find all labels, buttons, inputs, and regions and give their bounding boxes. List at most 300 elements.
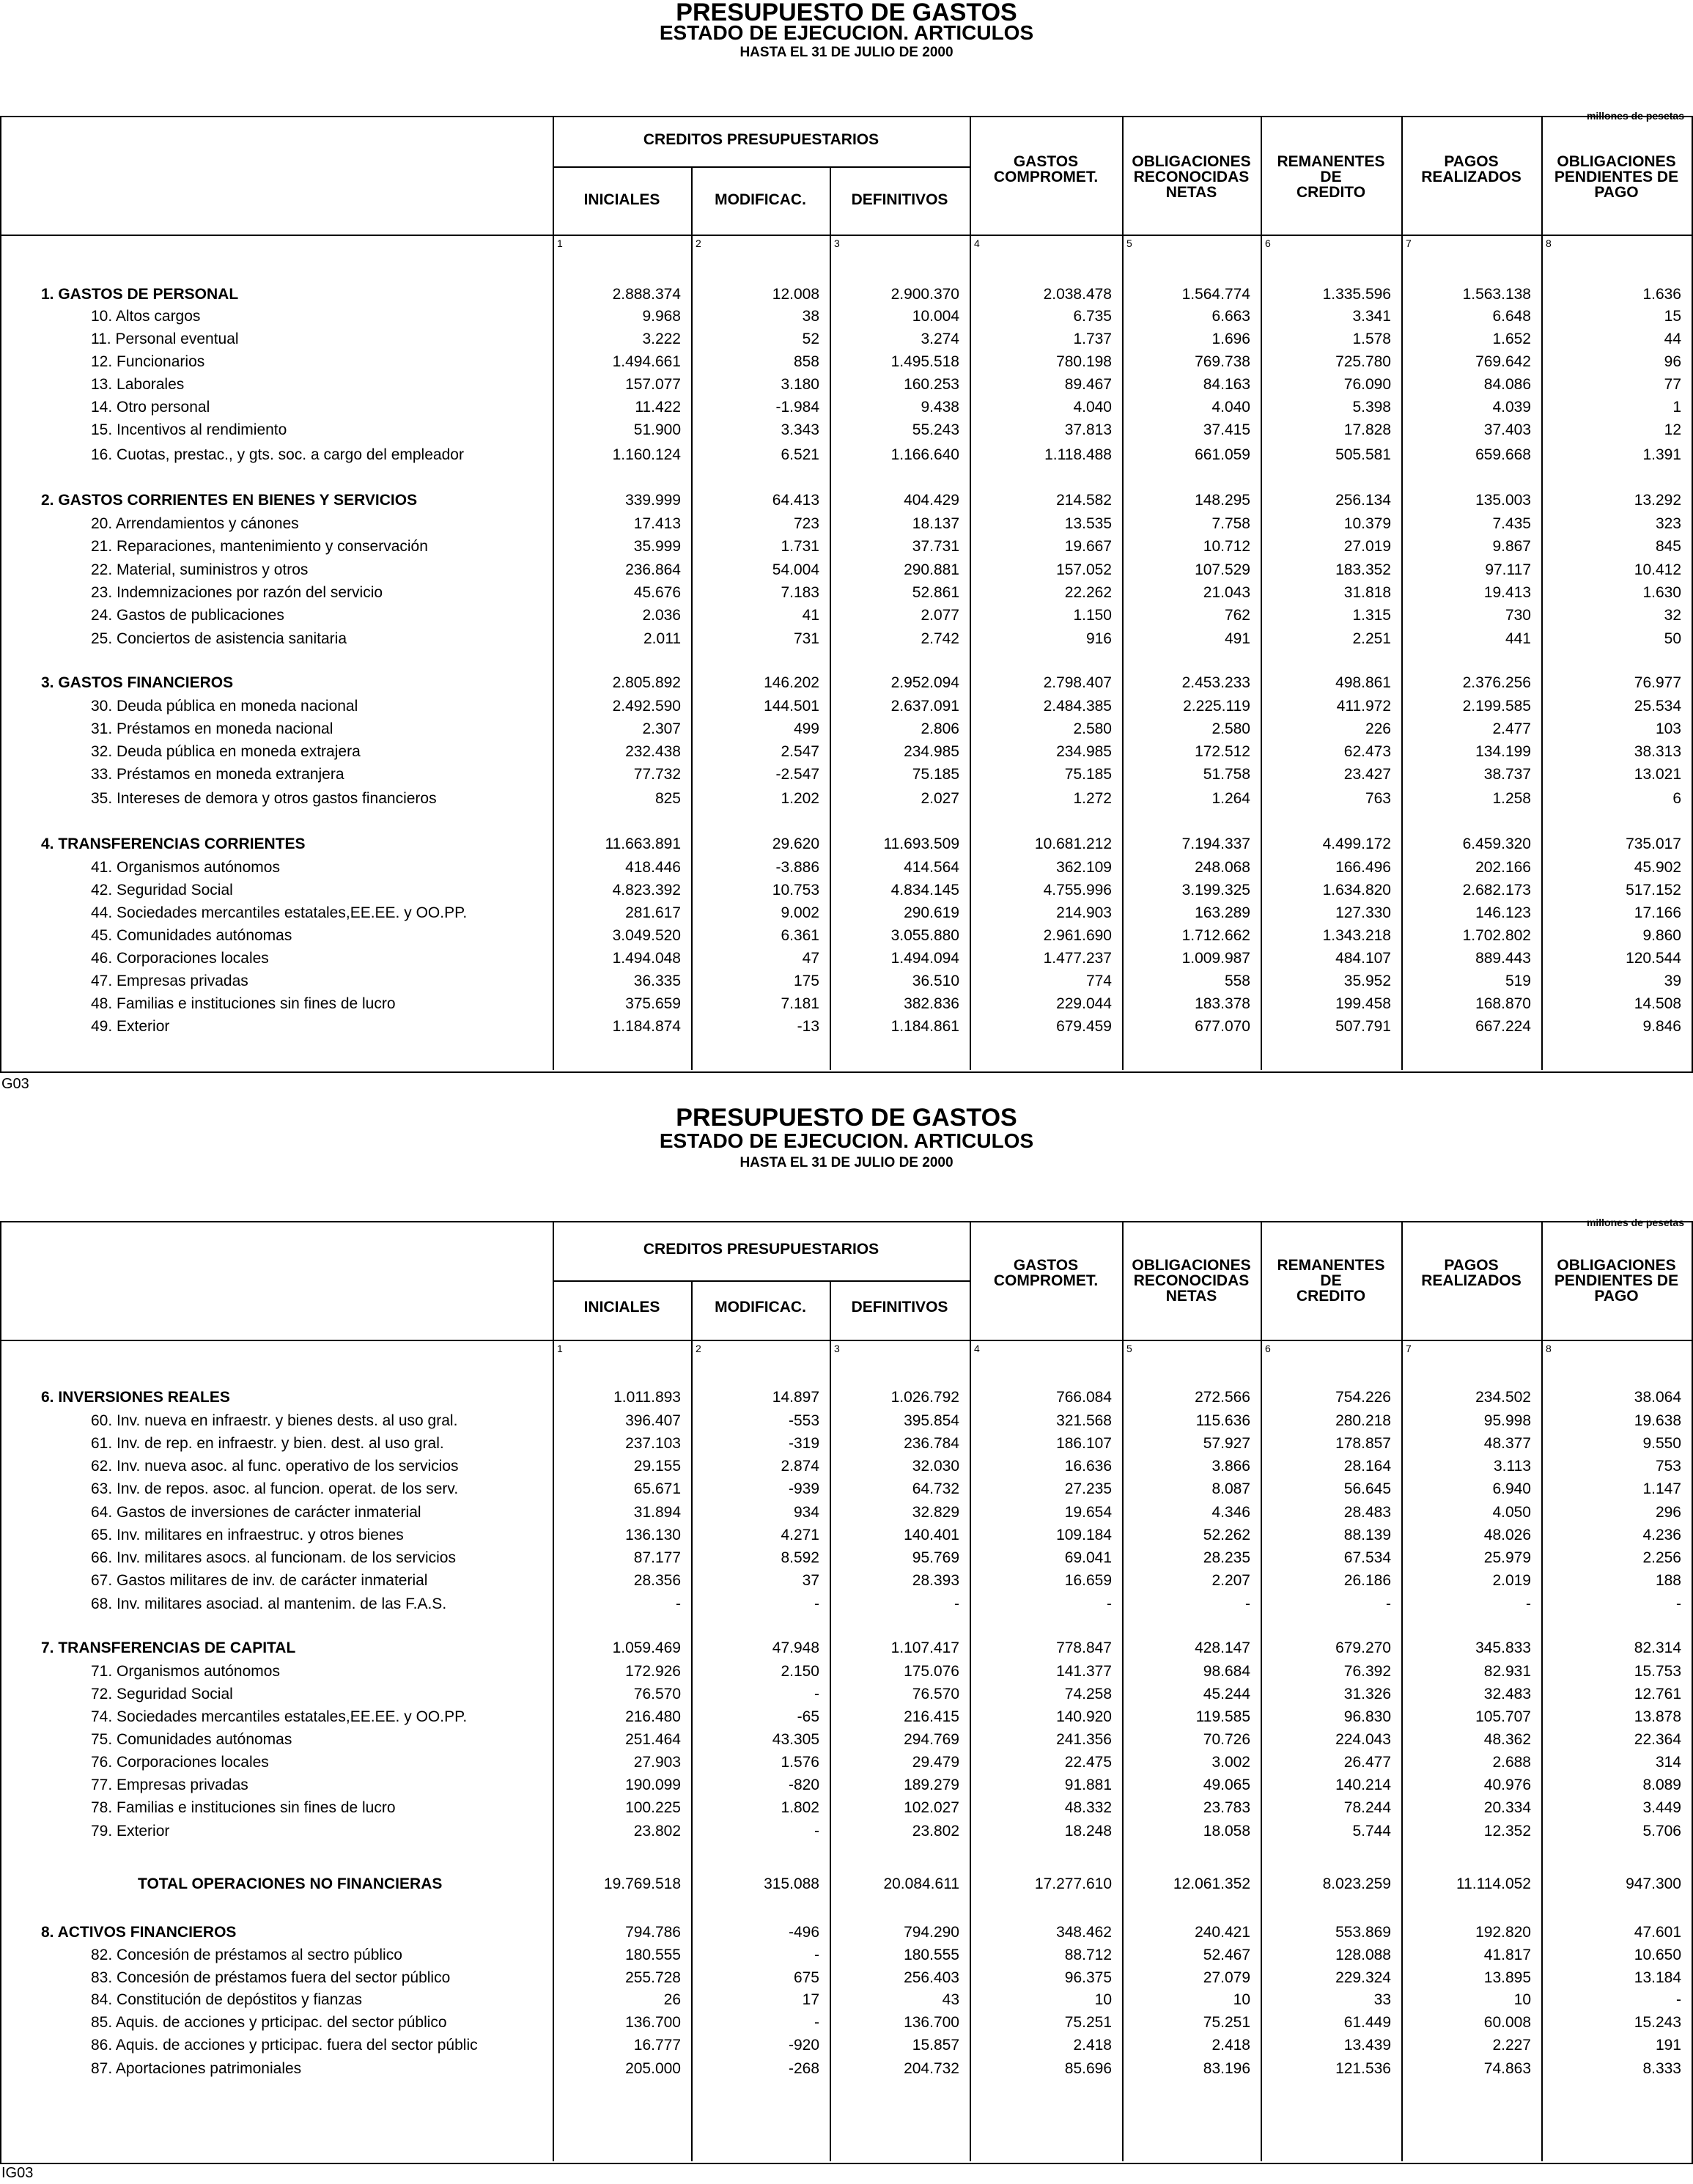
cell-value: 13.878 xyxy=(1634,1708,1681,1725)
table-row xyxy=(0,764,1693,786)
row-label: 23. Indemnizaciones por razón del servicio xyxy=(91,584,383,601)
table-row xyxy=(0,536,1693,558)
table-row xyxy=(0,1661,1693,1683)
row-label: 61. Inv. de rep. en infraestr. y bien. dest. al uso gral. xyxy=(91,1435,444,1452)
cell-value: 677.070 xyxy=(1195,1018,1250,1035)
cell-value: 16.636 xyxy=(1064,1458,1112,1475)
cell-value: 96.375 xyxy=(1064,1969,1112,1986)
cell-value: 414.564 xyxy=(904,859,959,876)
cell-value: 1.107.417 xyxy=(890,1639,959,1656)
cell-value: 61.449 xyxy=(1343,2014,1391,2031)
cell-value: 1.315 xyxy=(1352,607,1391,624)
cell-value: 146.202 xyxy=(764,674,819,691)
page-code: IG03 xyxy=(1,2165,34,2181)
column-header-definitivos: DEFINITIVOS xyxy=(851,1299,948,1316)
cell-value: 69.041 xyxy=(1064,1549,1112,1566)
cell-value: 119.585 xyxy=(1195,1708,1250,1725)
cell-value: 15.857 xyxy=(912,2037,959,2054)
cell-value: 214.903 xyxy=(1056,904,1112,921)
cell-value: -2.547 xyxy=(775,766,819,783)
cell-value: 82.931 xyxy=(1483,1663,1531,1680)
row-label: 87. Aportaciones patrimoniales xyxy=(91,2060,302,2077)
cell-value: 36.335 xyxy=(633,973,681,989)
cell-value: 10.753 xyxy=(772,882,819,899)
cell-value: 1.652 xyxy=(1492,331,1531,347)
cell-value: 272.566 xyxy=(1195,1389,1250,1406)
column-header-pagos-realizados: PAGOS REALIZADOS xyxy=(1421,153,1522,185)
cell-value: 4.823.392 xyxy=(612,882,681,899)
cell-value: 934 xyxy=(793,1504,819,1521)
table-row xyxy=(0,948,1693,970)
cell-value: 51.758 xyxy=(1203,766,1250,783)
cell-value: 17.413 xyxy=(633,515,681,532)
cell-value: 2.900.370 xyxy=(890,286,959,303)
cell-value: 45.244 xyxy=(1203,1686,1250,1702)
cell-value: 947.300 xyxy=(1626,1875,1681,1892)
cell-value: 21.043 xyxy=(1203,584,1250,601)
cell-value: 175 xyxy=(793,973,819,989)
cell-value: 725.780 xyxy=(1335,353,1391,370)
cell-value: -496 xyxy=(788,1924,819,1941)
cell-value: 100.225 xyxy=(625,1799,681,1816)
row-label: 8. ACTIVOS FINANCIEROS xyxy=(41,1924,237,1941)
cell-value: 10 xyxy=(1233,1991,1250,2008)
cell-value: - xyxy=(814,1686,819,1702)
cell-value: 5.706 xyxy=(1642,1823,1681,1840)
group-header-rule xyxy=(553,166,970,168)
cell-value: 256.403 xyxy=(904,1969,959,1986)
table-row xyxy=(0,1797,1693,1819)
cell-value: 166.496 xyxy=(1335,859,1391,876)
cell-value: 4.040 xyxy=(1211,399,1250,416)
cell-value: 23.802 xyxy=(633,1823,681,1840)
cell-value: 25.979 xyxy=(1483,1549,1531,1566)
table-row xyxy=(0,1637,1693,1659)
column-number: 4 xyxy=(974,1343,980,1354)
cell-value: 37.731 xyxy=(912,538,959,555)
table-row xyxy=(0,696,1693,717)
table-row xyxy=(0,1593,1693,1615)
table-row xyxy=(0,718,1693,740)
table-row xyxy=(0,1502,1693,1524)
cell-value: 45.676 xyxy=(633,584,681,601)
column-number: 1 xyxy=(557,237,563,249)
cell-value: 780.198 xyxy=(1056,353,1112,370)
cell-value: 1.702.802 xyxy=(1462,927,1531,944)
header-creditos-presupuestarios: CREDITOS PRESUPUESTARIOS xyxy=(643,1241,879,1258)
cell-value: - xyxy=(814,1823,819,1840)
cell-value: 3.055.880 xyxy=(890,927,959,944)
cell-value: 4.834.145 xyxy=(890,882,959,899)
page-subtitle: ESTADO DE EJECUCION. ARTICULOS xyxy=(659,21,1034,44)
cell-value: 3.113 xyxy=(1494,1458,1531,1475)
cell-value: 172.926 xyxy=(625,1663,681,1680)
row-label: 16. Cuotas, prestac., y gts. soc. a cargo del empleador xyxy=(91,446,464,463)
units-label: millones de pesetas xyxy=(1586,110,1684,122)
cell-value: 128.088 xyxy=(1335,1947,1391,1963)
cell-value: 735.017 xyxy=(1626,835,1681,852)
cell-value: 83.196 xyxy=(1203,2060,1250,2077)
cell-value: 6.361 xyxy=(781,927,819,944)
table-row xyxy=(0,1820,1693,1842)
row-label: 65. Inv. militares en infraestruc. y otros bienes xyxy=(91,1527,404,1543)
cell-value: 141.377 xyxy=(1056,1663,1112,1680)
cell-value: 3.199.325 xyxy=(1181,882,1250,899)
cell-value: 723 xyxy=(793,515,819,532)
table-row xyxy=(0,582,1693,604)
cell-value: 396.407 xyxy=(625,1412,681,1429)
cell-value: 2.453.233 xyxy=(1181,674,1250,691)
cell-value: 13.439 xyxy=(1343,2037,1391,2054)
cell-value: 1.272 xyxy=(1073,790,1112,807)
column-header-obligaciones-pendientes: OBLIGACIONES PENDIENTES DE PAGO xyxy=(1554,1257,1679,1305)
cell-value: 29.620 xyxy=(772,835,819,852)
row-label: 79. Exterior xyxy=(91,1823,170,1840)
cell-value: 25.534 xyxy=(1634,698,1681,715)
cell-value: 1.118.488 xyxy=(1044,446,1112,463)
cell-value: - xyxy=(676,1595,681,1612)
cell-value: 62.473 xyxy=(1343,743,1391,760)
cell-value: 84.163 xyxy=(1203,376,1250,393)
cell-value: 10.379 xyxy=(1343,515,1391,532)
cell-value: 1.712.662 xyxy=(1181,927,1250,944)
cell-value: 517.152 xyxy=(1626,882,1681,899)
cell-value: -939 xyxy=(788,1480,819,1497)
cell-value: 39 xyxy=(1664,973,1681,989)
cell-value: 76.090 xyxy=(1343,376,1391,393)
cell-value: 157.077 xyxy=(625,376,681,393)
table-row xyxy=(0,1706,1693,1728)
cell-value: 9.867 xyxy=(1492,538,1531,555)
cell-value: 75.251 xyxy=(1064,2014,1112,2031)
cell-value: 362.109 xyxy=(1056,859,1112,876)
cell-value: 192.820 xyxy=(1475,1924,1531,1941)
cell-value: 2.207 xyxy=(1211,1572,1250,1589)
column-header-remanentes-credito: REMANENTES DE CREDITO xyxy=(1277,1257,1385,1305)
cell-value: - xyxy=(1676,1595,1681,1612)
cell-value: 17.166 xyxy=(1634,904,1681,921)
cell-value: 731 xyxy=(793,630,819,647)
cell-value: 8.089 xyxy=(1642,1777,1681,1793)
table-row xyxy=(0,605,1693,627)
cell-value: 2.418 xyxy=(1211,2037,1250,2054)
cell-value: 38.313 xyxy=(1634,743,1681,760)
cell-value: 1.258 xyxy=(1492,790,1531,807)
cell-value: 345.833 xyxy=(1475,1639,1531,1656)
cell-value: 2.682.173 xyxy=(1462,882,1531,899)
cell-value: 12.352 xyxy=(1483,1823,1531,1840)
cell-value: 1.011.893 xyxy=(613,1389,681,1406)
cell-value: 190.099 xyxy=(625,1777,681,1793)
cell-value: 77 xyxy=(1664,376,1681,393)
row-label: 30. Deuda pública en moneda nacional xyxy=(91,698,358,715)
cell-value: 375.659 xyxy=(625,995,681,1012)
page-title: PRESUPUESTO DE GASTOS xyxy=(676,1104,1017,1132)
row-label: 84. Constitución de depóstitos y fianzas xyxy=(91,1991,363,2008)
cell-value: 10.650 xyxy=(1634,1947,1681,1963)
row-label: 75. Comunidades autónomas xyxy=(91,1731,292,1748)
cell-value: 43 xyxy=(942,1991,959,2008)
cell-value: 382.836 xyxy=(904,995,959,1012)
cell-value: 16.777 xyxy=(633,2037,681,2054)
cell-value: 519 xyxy=(1505,973,1531,989)
cell-value: 8.087 xyxy=(1211,1480,1250,1497)
cell-value: 48.377 xyxy=(1483,1435,1531,1452)
cell-value: 2.888.374 xyxy=(612,286,681,303)
cell-value: 404.429 xyxy=(904,492,959,509)
table-row xyxy=(0,857,1693,879)
table-row xyxy=(0,374,1693,396)
cell-value: 916 xyxy=(1085,630,1112,647)
cell-value: 41.817 xyxy=(1483,1947,1531,1963)
cell-value: 11.693.509 xyxy=(883,835,959,852)
cell-value: 3.341 xyxy=(1352,308,1391,325)
cell-value: 41 xyxy=(802,607,819,624)
cell-value: -820 xyxy=(788,1777,819,1793)
cell-value: 1.026.792 xyxy=(890,1389,959,1406)
cell-value: -319 xyxy=(788,1435,819,1452)
cell-value: 52.262 xyxy=(1203,1527,1250,1543)
cell-value: 499 xyxy=(793,720,819,737)
cell-value: 2.874 xyxy=(781,1458,819,1475)
cell-value: 3.274 xyxy=(921,331,959,347)
cell-value: 778.847 xyxy=(1056,1639,1112,1656)
cell-value: 7.194.337 xyxy=(1181,835,1250,852)
cell-value: 4.040 xyxy=(1073,399,1112,416)
cell-value: 15.753 xyxy=(1634,1663,1681,1680)
cell-value: 314 xyxy=(1655,1754,1681,1771)
cell-value: 1.335.596 xyxy=(1322,286,1391,303)
cell-value: -1.984 xyxy=(775,399,819,416)
cell-value: 160.253 xyxy=(904,376,959,393)
table-row xyxy=(0,879,1693,901)
cell-value: 136.700 xyxy=(904,2014,959,2031)
cell-value: 1.563.138 xyxy=(1462,286,1531,303)
table-row xyxy=(0,1967,1693,1989)
cell-value: 32.483 xyxy=(1483,1686,1531,1702)
cell-value: 3.866 xyxy=(1211,1458,1250,1475)
cell-value: 37.813 xyxy=(1064,421,1112,438)
cell-value: 2.019 xyxy=(1492,1572,1531,1589)
cell-value: -13 xyxy=(797,1018,819,1035)
cell-value: 43.305 xyxy=(772,1731,819,1748)
cell-value: 1.494.048 xyxy=(612,950,681,967)
cell-value: 248.068 xyxy=(1195,859,1250,876)
cell-value: 10.412 xyxy=(1634,561,1681,578)
cell-value: 109.184 xyxy=(1056,1527,1112,1543)
table-row xyxy=(0,513,1693,535)
cell-value: 199.458 xyxy=(1335,995,1391,1012)
cell-value: 1.160.124 xyxy=(612,446,681,463)
cell-value: 226 xyxy=(1365,720,1391,737)
cell-value: 64.732 xyxy=(912,1480,959,1497)
cell-value: 6.648 xyxy=(1492,308,1531,325)
cell-value: 36.510 xyxy=(912,973,959,989)
cell-value: 135.003 xyxy=(1475,492,1531,509)
cell-value: - xyxy=(1245,1595,1250,1612)
cell-value: 52 xyxy=(802,331,819,347)
column-number: 1 xyxy=(557,1343,563,1354)
row-label: 62. Inv. nueva asoc. al func. operativo de los servicios xyxy=(91,1458,459,1475)
cell-value: 26.186 xyxy=(1343,1572,1391,1589)
cell-value: 1.576 xyxy=(781,1754,819,1771)
table-row xyxy=(0,902,1693,924)
cell-value: 9.002 xyxy=(781,904,819,921)
cell-value: 5.744 xyxy=(1352,1823,1391,1840)
table-row xyxy=(0,1683,1693,1705)
table-row xyxy=(0,741,1693,763)
cell-value: 234.985 xyxy=(1056,743,1112,760)
units-label: millones de pesetas xyxy=(1586,1217,1684,1228)
cell-value: 762 xyxy=(1224,607,1250,624)
cell-value: 1.630 xyxy=(1642,584,1681,601)
cell-value: 3.180 xyxy=(781,376,819,393)
cell-value: 32 xyxy=(1664,607,1681,624)
cell-value: 11.663.891 xyxy=(605,835,681,852)
cell-value: 553.869 xyxy=(1335,1924,1391,1941)
cell-value: 35.952 xyxy=(1343,973,1391,989)
cell-value: 236.784 xyxy=(904,1435,959,1452)
cell-value: 178.857 xyxy=(1335,1435,1391,1452)
row-label: 32. Deuda pública en moneda extrajera xyxy=(91,743,361,760)
cell-value: 1.264 xyxy=(1211,790,1250,807)
cell-value: 48.362 xyxy=(1483,1731,1531,1748)
cell-value: 70.726 xyxy=(1203,1731,1250,1748)
cell-value: 12.061.352 xyxy=(1173,1875,1250,1892)
cell-value: 2.036 xyxy=(642,607,681,624)
cell-value: 105.707 xyxy=(1475,1708,1531,1725)
cell-value: - xyxy=(814,1947,819,1963)
row-label: 33. Préstamos en moneda extranjera xyxy=(91,766,344,783)
cell-value: 3.343 xyxy=(781,421,819,438)
cell-value: 3.449 xyxy=(1642,1799,1681,1816)
cell-value: 1.578 xyxy=(1352,331,1391,347)
cell-value: 27.235 xyxy=(1064,1480,1112,1497)
cell-value: 2.307 xyxy=(642,720,681,737)
table-row xyxy=(0,351,1693,373)
cell-value: 224.043 xyxy=(1335,1731,1391,1748)
cell-value: 2.251 xyxy=(1352,630,1391,647)
cell-value: 1.184.861 xyxy=(890,1018,959,1035)
column-header-modificac: MODIFICAC. xyxy=(715,1299,806,1316)
cell-value: 2.952.094 xyxy=(890,674,959,691)
column-number: 5 xyxy=(1126,1343,1132,1354)
cell-value: 28.393 xyxy=(912,1572,959,1589)
cell-value: 6.663 xyxy=(1211,308,1250,325)
cell-value: 754.226 xyxy=(1335,1389,1391,1406)
row-label: 13. Laborales xyxy=(91,376,185,393)
column-number: 3 xyxy=(834,1343,840,1354)
cell-value: 191 xyxy=(1655,2037,1681,2054)
column-number: 6 xyxy=(1265,1343,1271,1354)
cell-value: 229.044 xyxy=(1056,995,1112,1012)
cell-value: 2.027 xyxy=(921,790,959,807)
cell-value: 769.642 xyxy=(1475,353,1531,370)
cell-value: 763 xyxy=(1365,790,1391,807)
cell-value: 74.258 xyxy=(1064,1686,1112,1702)
column-number: 3 xyxy=(834,237,840,249)
cell-value: 23.802 xyxy=(912,1823,959,1840)
cell-value: 49.065 xyxy=(1203,1777,1250,1793)
cell-value: 675 xyxy=(793,1969,819,1986)
cell-value: 89.467 xyxy=(1064,376,1112,393)
cell-value: 10.712 xyxy=(1203,538,1250,555)
cell-value: 1.634.820 xyxy=(1322,882,1391,899)
row-label: 44. Sociedades mercantiles estatales,EE.EE. y OO.PP. xyxy=(91,904,468,921)
cell-value: -3.886 xyxy=(775,859,819,876)
cell-value: 35.999 xyxy=(633,538,681,555)
cell-value: 91.881 xyxy=(1064,1777,1112,1793)
cell-value: 32.030 xyxy=(912,1458,959,1475)
row-label: 72. Seguridad Social xyxy=(91,1686,233,1702)
cell-value: 753 xyxy=(1655,1458,1681,1475)
header-bottom-rule xyxy=(0,1340,1692,1341)
table-row xyxy=(0,1478,1693,1500)
cell-value: 491 xyxy=(1224,630,1250,647)
cell-value: 661.059 xyxy=(1195,446,1250,463)
cell-value: 168.870 xyxy=(1475,995,1531,1012)
cell-value: 189.279 xyxy=(904,1777,959,1793)
cell-value: 3.222 xyxy=(642,331,681,347)
table-row xyxy=(0,1456,1693,1477)
cell-value: 76.392 xyxy=(1343,1663,1391,1680)
cell-value: 52.467 xyxy=(1203,1947,1250,1963)
row-label: 6. INVERSIONES REALES xyxy=(41,1389,230,1406)
cell-value: 241.356 xyxy=(1056,1731,1112,1748)
cell-value: 74.863 xyxy=(1483,2060,1531,2077)
header-creditos-presupuestarios: CREDITOS PRESUPUESTARIOS xyxy=(643,131,879,148)
cell-value: 19.638 xyxy=(1634,1412,1681,1429)
table-row xyxy=(0,419,1693,441)
row-label: 83. Concesión de préstamos fuera del sector público xyxy=(91,1969,451,1986)
cell-value: 858 xyxy=(793,353,819,370)
table-row xyxy=(0,788,1693,810)
cell-value: 240.421 xyxy=(1195,1924,1250,1941)
cell-value: 140.214 xyxy=(1335,1777,1391,1793)
cell-value: 67.534 xyxy=(1343,1549,1391,1566)
cell-value: 120.544 xyxy=(1626,950,1681,967)
cell-value: 1.147 xyxy=(1642,1480,1681,1497)
cell-value: 11.114.052 xyxy=(1456,1875,1531,1892)
cell-value: 18.248 xyxy=(1064,1823,1112,1840)
cell-value: 6.940 xyxy=(1492,1480,1531,1497)
cell-value: 1.477.237 xyxy=(1043,950,1112,967)
cell-value: 507.791 xyxy=(1335,1018,1391,1035)
cell-value: 57.927 xyxy=(1203,1435,1250,1452)
row-label: 86. Aquis. de acciones y prticipac. fuera del sector públic xyxy=(91,2037,478,2054)
cell-value: 87.177 xyxy=(633,1549,681,1566)
row-label: 35. Intereses de demora y otros gastos financieros xyxy=(91,790,437,807)
cell-value: 47 xyxy=(802,950,819,967)
cell-value: 290.619 xyxy=(904,904,959,921)
cell-value: - xyxy=(954,1595,959,1612)
cell-value: 65.671 xyxy=(633,1480,681,1497)
cell-value: 163.289 xyxy=(1195,904,1250,921)
cell-value: 127.330 xyxy=(1335,904,1391,921)
cell-value: 411.972 xyxy=(1336,698,1391,715)
cell-value: 1.009.987 xyxy=(1181,950,1250,967)
cell-value: 60.008 xyxy=(1483,2014,1531,2031)
cell-value: 4.499.172 xyxy=(1322,835,1391,852)
cell-value: 1.802 xyxy=(781,1799,819,1816)
cell-value: 22.475 xyxy=(1064,1754,1112,1771)
cell-value: 766.084 xyxy=(1056,1389,1112,1406)
cell-value: 37.403 xyxy=(1483,421,1531,438)
cell-value: 134.199 xyxy=(1475,743,1531,760)
cell-value: 23.427 xyxy=(1343,766,1391,783)
cell-value: -553 xyxy=(788,1412,819,1429)
cell-value: 183.352 xyxy=(1335,561,1391,578)
